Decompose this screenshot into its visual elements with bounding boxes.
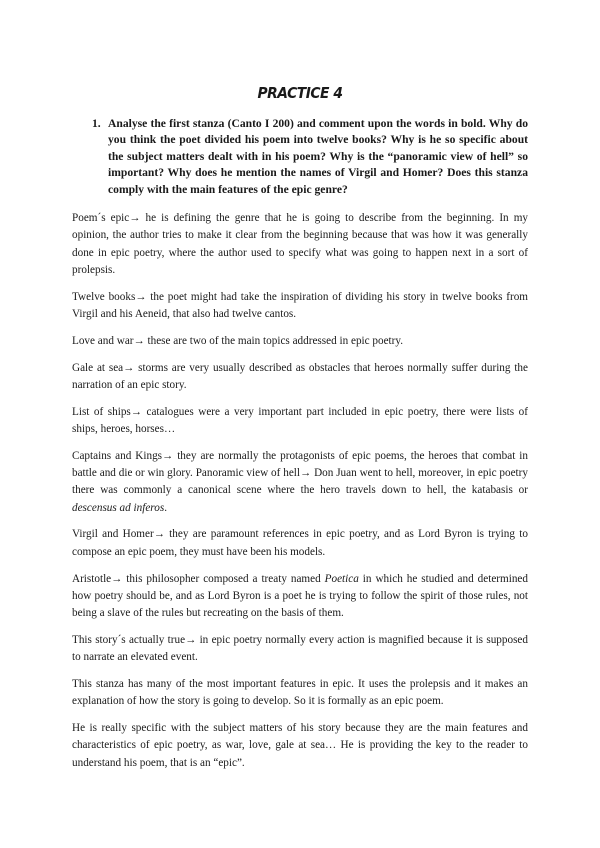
document-page — [72, 84, 528, 782]
paragraph-twelve-books: Twelve books→ the poet might had take the inspiration of dividing his story in twelve books from Virgil and his Aeneid, that also had twelve cantos. — [72, 290, 528, 321]
italic-descensus: descensus ad inferos — [72, 501, 165, 514]
paragraph-list-of-ships: List of ships→ catalogues were a very important part included in epic poetry, there were lists of ships, heroes, horses… — [72, 405, 528, 435]
question-text: Analyse the first stanza (Canto I 200) and comment upon the words in bold. Why do you think the poet divided his poem into twelve books? Why is he so specific about the subject matters dealt with in his poem? Why is the “panoramic view of hell” so important? Why does he mention the names of Virgil and Homer? Does this stanza comply with the main features of the epic genre? — [108, 117, 528, 196]
paragraph-specific-subjects: He is really specific with the subject matters of his story because they are the main features and characteristics of epic poetry, as war, love, gale at sea… He is providing the key to the reader to understand his poem, that is an “epic”. — [72, 722, 528, 769]
paragraph-captains-end: . — [164, 501, 167, 514]
italic-poetica: Poetica — [324, 572, 359, 585]
paragraph-poem-epic: Poem´s epic→ he is defining the genre that he is going to describe from the beginning. In my opinion, the author tries to make it clear from the beginning because that was how it was generally done in epic poetry, where the author used to specify what was going to happen next in a sort of prolepsis. — [72, 212, 528, 276]
question-number: 1. — [92, 117, 101, 130]
paragraph-captains-text: Captains and Kings→ they are normally the protagonists of epic poems, the heroes that combat in battle and die or win glory. Panoramic view of hell→ Don Juan went to hell, moreover, in epic poetry there was commonly a canonical scene where the hero travels down to hell, the katabasis or — [72, 449, 528, 497]
paragraph-aristotle-before: Aristotle→ this philosopher composed a treaty named — [72, 572, 325, 585]
paragraph-aristotle — [72, 571, 528, 623]
paragraph-gale-at-sea: Gale at sea→ storms are very usually described as obstacles that heroes normally suffer during the narration of an epic story. — [72, 361, 528, 391]
paragraph-stanza-features: This stanza has many of the most important features in epic. It uses the prolepsis and it makes an explanation of how the story is going to develop. So it is formally as an epic poem. — [72, 678, 528, 708]
paragraph-captains-and-kings — [72, 448, 528, 517]
paragraph-story-true: This story´s actually true→ in epic poetry normally every action is magnified because it is supposed to narrate an elevated event. — [72, 633, 528, 664]
page-title: PRACTICE 4 — [257, 84, 343, 102]
paragraph-virgil-and-homer: Virgil and Homer→ they are paramount references in epic poetry, and as Lord Byron is trying to compose an epic poem, they must have been his models. — [72, 528, 528, 558]
paragraph-aristotle-after: in which he studied and determined how poetry should be, and as Lord Byron is a poet he is trying to follow the spirit of those rules, not being a slave of the rules but recreating on the basis of them. — [72, 572, 528, 620]
question-item — [72, 116, 528, 198]
paragraph-love-and-war: Love and war→ these are two of the main topics addressed in epic poetry. — [72, 334, 404, 347]
